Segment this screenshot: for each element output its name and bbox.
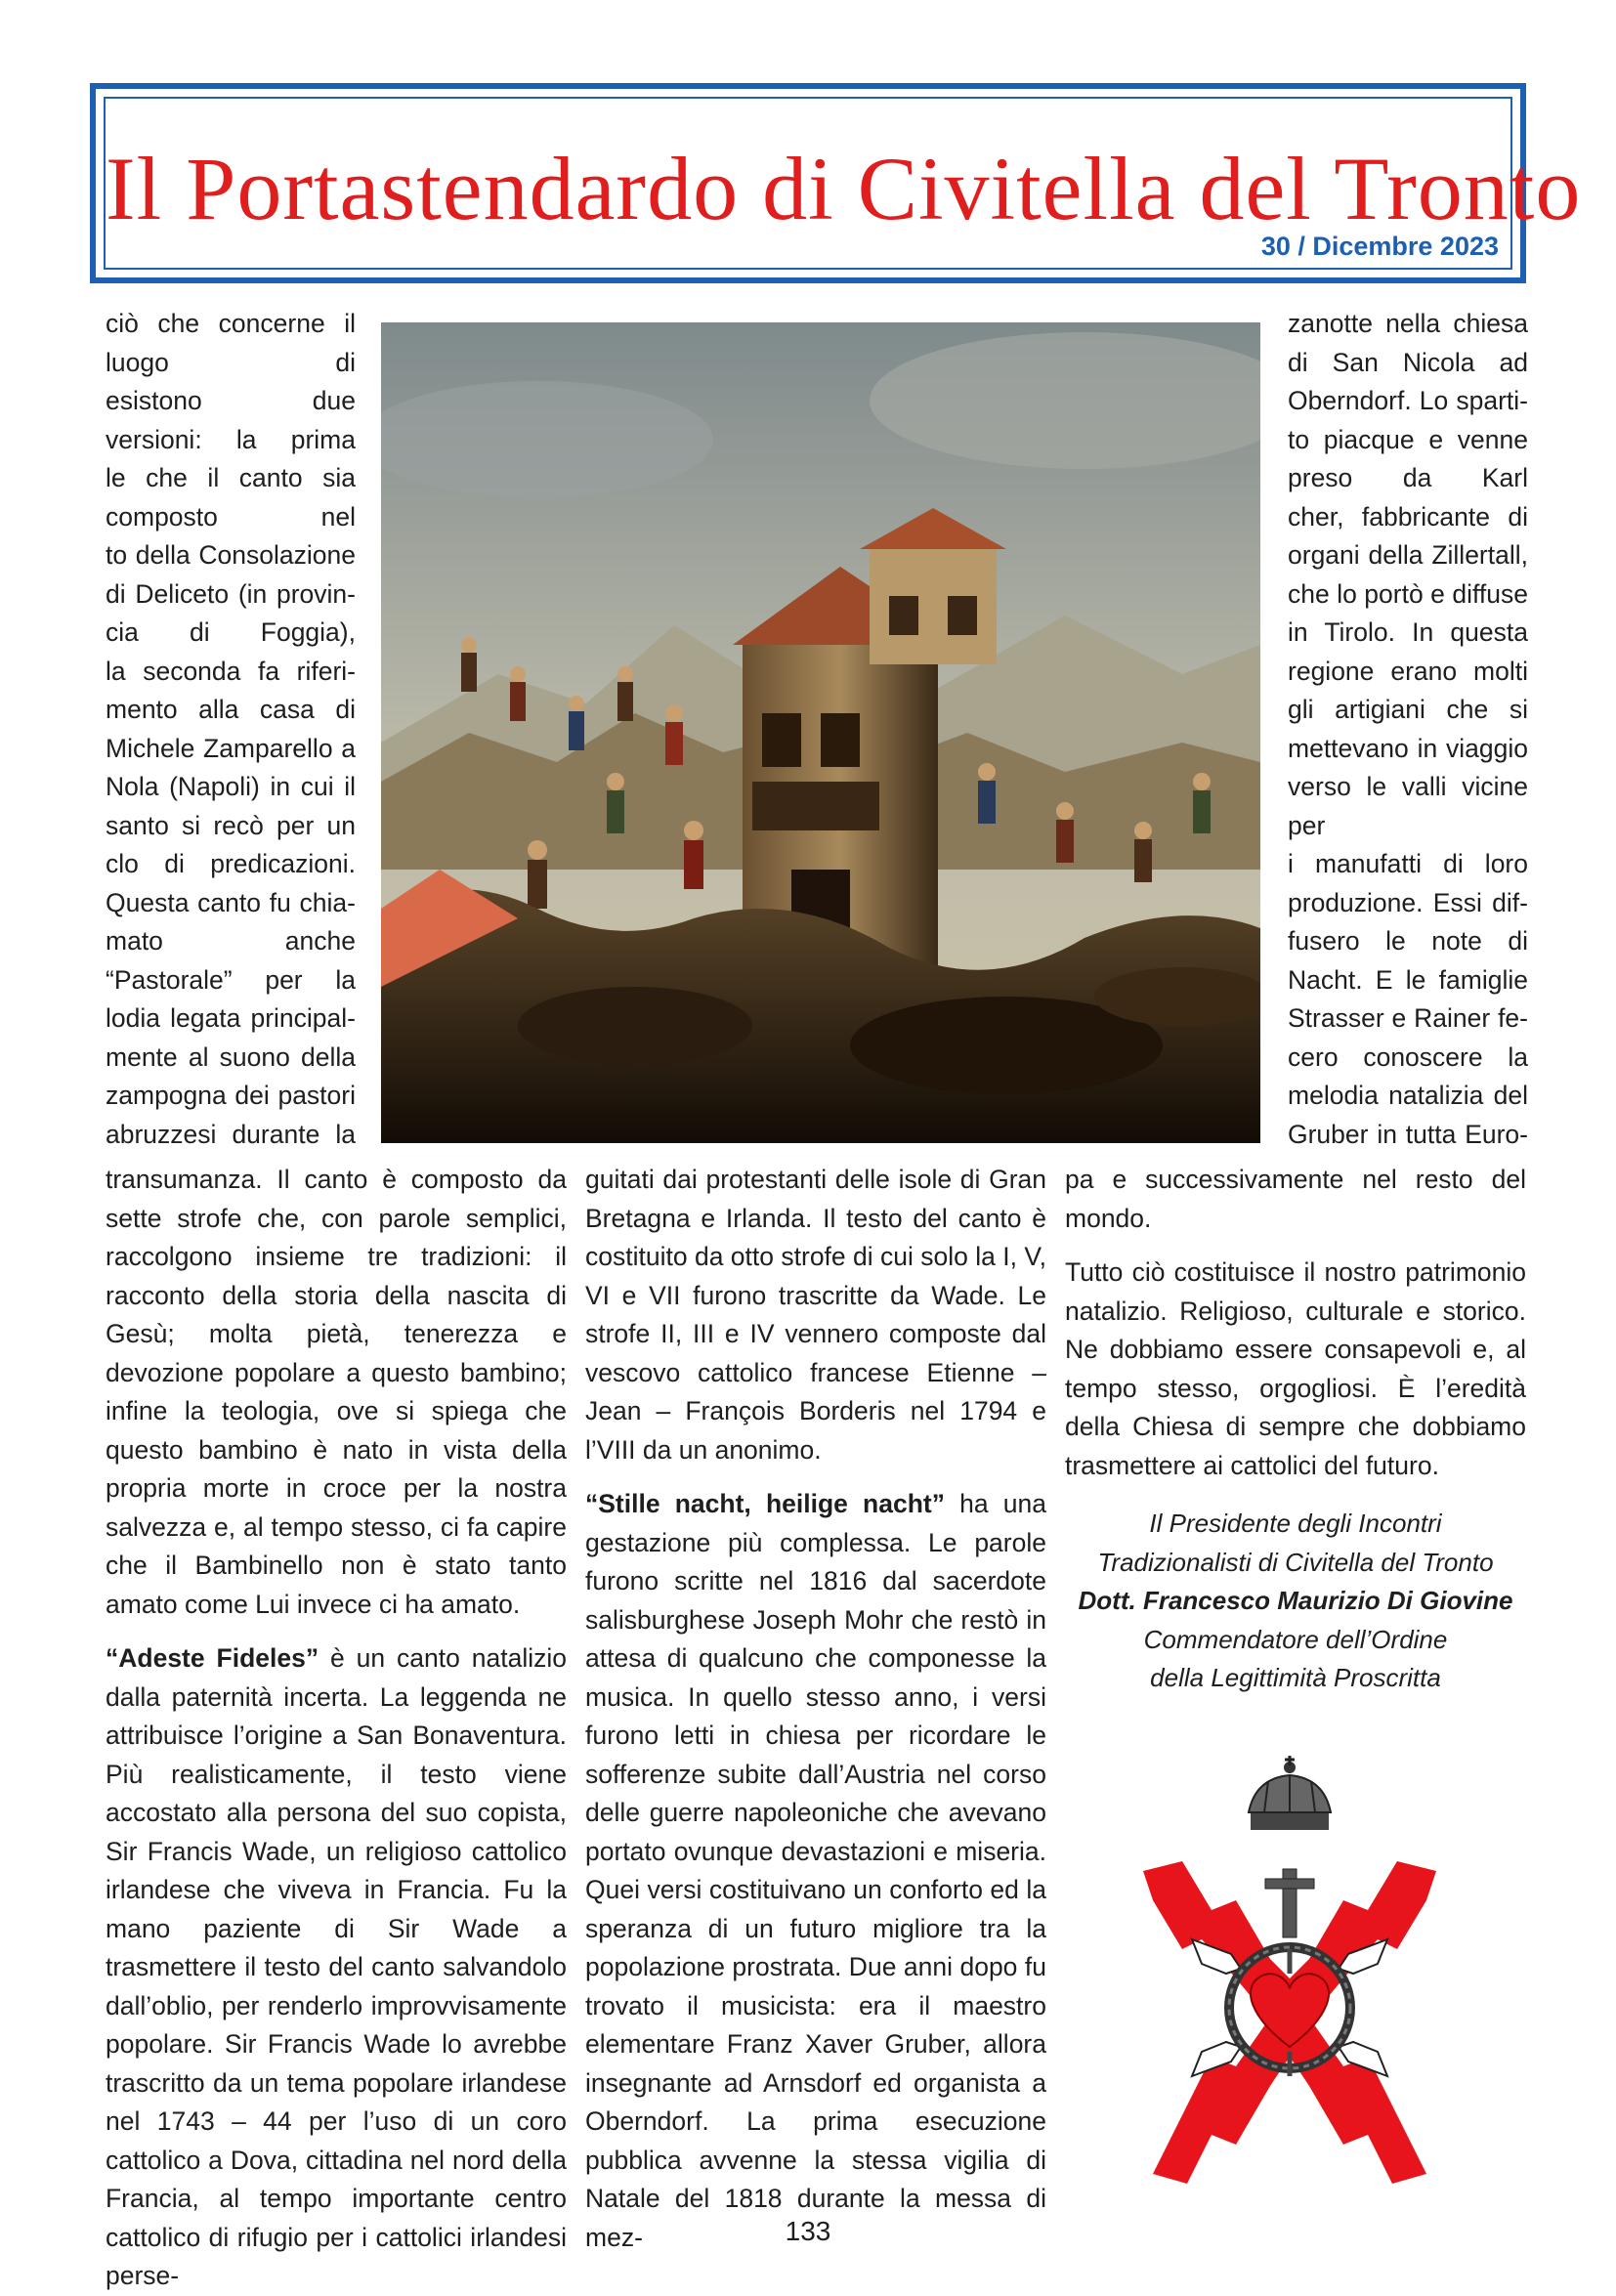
text-line: Michele Zamparello a	[106, 733, 356, 763]
text-line: Oberndorf. Lo sparti-	[1288, 386, 1528, 415]
text-line: gli artigiani che si	[1288, 695, 1528, 724]
text-line: ciò che concerne il	[106, 309, 356, 338]
text-line: mettevano in viaggio	[1288, 733, 1528, 763]
text-line: abruzzesi durante la	[106, 1119, 356, 1149]
text-line: to della Consolazione	[106, 540, 356, 570]
text-line: santo si recò per un	[106, 810, 356, 840]
text-line: per	[1288, 810, 1326, 840]
article-column-2	[585, 1161, 1046, 2257]
text-line: la seconda fa riferi-	[106, 656, 356, 686]
text-line: i manufatti di loro	[1288, 849, 1528, 878]
text-line: mato anche	[106, 926, 356, 956]
nativity-scene-image	[381, 322, 1260, 1143]
signature-line: Commendatore dell’Ordine	[1143, 1624, 1448, 1654]
paragraph	[106, 1639, 567, 2296]
text-line: mente al suono della	[106, 1042, 356, 1072]
paragraph-text: è un canto natalizio dalla paternità incerta. La leggenda ne attribuisce l’origine a San Bonaventura. Più realisticamente, il testo viene accostato alla persona del suo copista, Sir Francis Wade, un religioso cattolico irlandese che viveva in Francia. Fu la mano paziente di Sir Wade a trasmettere il testo del canto salvandolo dall’oblio, per renderlo improvvisamente popolare. Sir Francis Wade lo avrebbe trascritto da un tema popolare irlandese nel 1743 – 44 per l’uso di un coro cattolico a Dova, cittadina nel nord della Francia, al tempo importante centro cattolico di rifugio per i cattolici irlandesi perse-	[106, 1643, 567, 2290]
text-line: che lo portò e diffuse	[1288, 578, 1528, 609]
text-line: “Pastorale” per la	[106, 964, 356, 995]
text-line: Nola (Napoli) in cui il	[106, 772, 356, 801]
text-line: to piacque e venne	[1288, 424, 1528, 454]
paragraph: guitati dai protestanti delle isole di Gran Bretagna e Irlanda. Il testo del canto è costituito da otto strofe di cui solo la I, V, VI e VII furono trascritte da Wade. Le strofe II, III e IV vennero composte dal vescovo cattolico francese Etienne – Jean – François Borderis nel 1794 e l’VIII da un anonimo.	[585, 1165, 1046, 1465]
right-wrap-column	[1288, 305, 1528, 1154]
text-line: organi della Zillertall,	[1288, 540, 1528, 570]
text-line: composto nel	[106, 501, 356, 531]
paragraph: pa e successivamente nel resto del mondo.	[1065, 1165, 1526, 1233]
crown-icon	[1249, 1756, 1331, 1830]
paragraph: Tutto ciò costituisce il nostro patrimonio natalizio. Religioso, culturale e storico. Ne dobbiamo essere consapevoli e, al tempo stesso, orgogliosi. È l’eredità della Chiesa di sempre che dobbiamo trasmettere ai cattolici del futuro.	[1065, 1257, 1526, 1480]
signature-block	[1065, 1505, 1526, 1698]
text-line: Nacht. E le famiglie	[1288, 964, 1528, 995]
article-column-1	[106, 1161, 567, 2296]
masthead-inner-frame	[104, 97, 1582, 270]
text-line: verso le valli vicine	[1288, 772, 1528, 801]
text-line: esistono due	[106, 386, 356, 415]
text-line: zampogna dei pastori	[106, 1081, 356, 1110]
text-line: cher, fabbricante di	[1288, 501, 1528, 531]
song-title: “Adeste Fideles”	[106, 1643, 319, 1673]
page-number: 133	[785, 2216, 831, 2246]
publication-title: Il Portastendardo di Civitella del Tronto	[106, 139, 1582, 238]
masthead	[90, 83, 1582, 283]
text-line: mento alla casa di	[106, 695, 356, 724]
signature-line: Il Presidente degli Incontri	[1149, 1509, 1442, 1538]
text-line: lodia legata principal-	[106, 1003, 356, 1033]
issue-date: 30 / Dicembre 2023	[1260, 232, 1499, 261]
text-line: fusero le note di	[1288, 926, 1528, 956]
text-line: cia di Foggia),	[106, 617, 356, 647]
text-line: Strasser e Rainer fe-	[1288, 1003, 1528, 1033]
order-emblem	[1143, 1754, 1436, 2193]
article-column-3	[1065, 1161, 1526, 1485]
text-line: melodia natalizia del	[1288, 1081, 1528, 1110]
left-wrap-column	[106, 305, 356, 1154]
signature-line: Tradizionalisti di Civitella del Tronto	[1097, 1547, 1494, 1577]
paragraph: transumanza. Il canto è composto da sette strofe che, con parole semplici, raccolgono insieme tre tradizioni: il racconto della storia della nascita di Gesù; molta pietà, tenerezza e devozione popolare a questo bambino; infine la teologia, ove si spiega che questo bambino è nato in vista della propria morte in croce per la nostra salvezza e, al tempo stesso, ci fa capire che il Bambinello non è stato tanto amato come Lui invece ci ha amato.	[106, 1165, 567, 1619]
paragraph	[585, 1485, 1046, 2257]
text-line: cero conoscere la	[1288, 1042, 1528, 1072]
text-line: in Tirolo. In questa	[1288, 617, 1528, 647]
text-line: le che il canto sia	[106, 463, 356, 492]
emblem-icon	[1143, 1754, 1436, 2193]
text-line: versioni: la prima	[106, 424, 356, 454]
paragraph-text: ha una gestazione più complessa. Le parole furono scritte nel 1816 dal sacerdote salisburghese Joseph Mohr che restò in attesa di qualcuno che componesse la musica. In quello stesso anno, i versi furono letti in chiesa per ricordare le sofferenze subite dall’Austria nel corso delle guerre napoleoniche che avevano portato ovunque devastazioni e miseria. Quei versi costituivano un conforto ed la speranza di un futuro migliore tra la popolazione prostrata. Due anni dopo fu trovato il musicista: era il maestro elementare Franz Xaver Gruber, allora insegnante ad Arnsdorf ed organista a Oberndorf. La prima esecuzione pubblica avvenne la stessa vigilia di Natale del 1818 durante la messa di mez-	[585, 1489, 1046, 2252]
text-line: di Deliceto (in provin-	[106, 578, 356, 609]
text-line: produzione. Essi dif-	[1288, 887, 1528, 917]
text-line: clo di predicazioni.	[106, 849, 356, 878]
signature-line: della Legittimità Proscritta	[1150, 1663, 1441, 1692]
text-line: luogo di	[106, 347, 356, 377]
song-title: “Stille nacht, heilige nacht”	[585, 1489, 945, 1518]
text-line: preso da Karl	[1288, 463, 1528, 492]
text-line: zanotte nella chiesa	[1288, 309, 1528, 338]
text-line: Questa canto fu chia-	[106, 887, 356, 917]
text-line: regione erano molti	[1288, 656, 1528, 686]
text-line: di San Nicola ad	[1288, 347, 1528, 377]
signature-name: Dott. Francesco Maurizio Di Giovine	[1078, 1586, 1513, 1615]
text-line: Gruber in tutta Euro-	[1288, 1119, 1528, 1149]
